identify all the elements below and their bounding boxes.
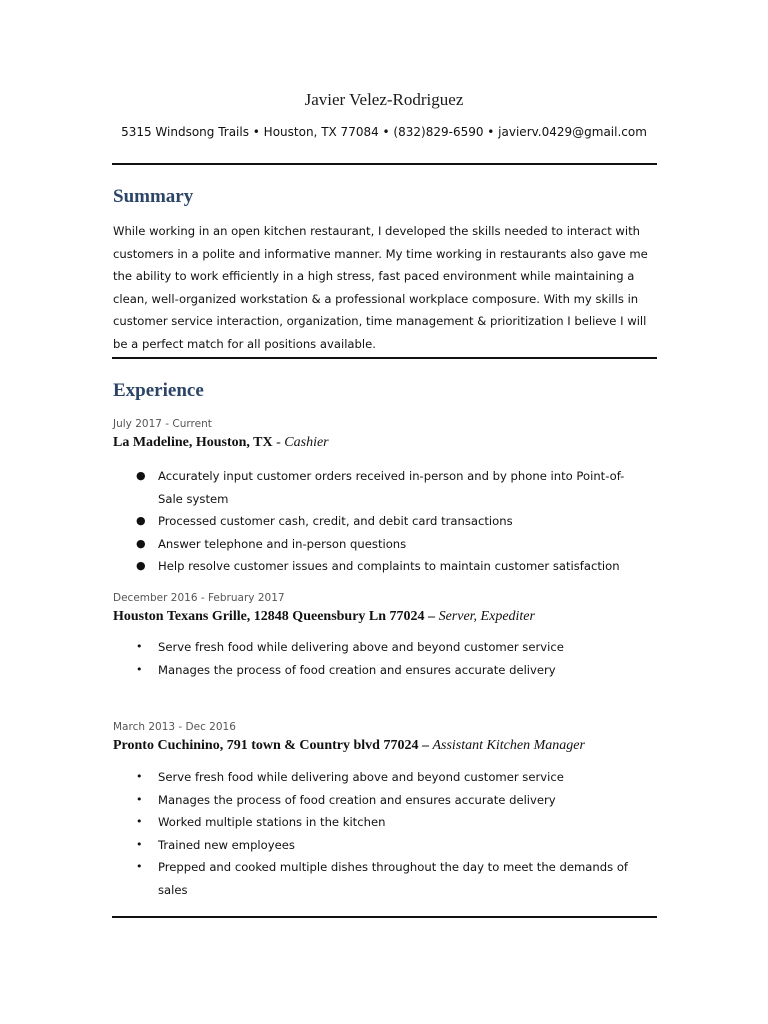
list-item [113,789,648,812]
job-title-line [113,433,673,453]
bullet-icon: • [136,770,143,783]
list-item [113,465,648,510]
job-bullets [113,766,673,901]
job-entry [113,718,673,901]
bullet-icon: • [136,815,143,828]
job-employer: Houston Texans Grille, 12848 Queensbury Ln 77024 – [113,609,436,624]
divider-middle [112,357,657,359]
contact-info: 5315 Windsong Trails • Houston, TX 77084 • (832)829-6590 • javierv.0429@gmail.com [121,125,647,139]
job-separator: - [272,435,285,450]
job-bullets [113,636,673,681]
bullet-icon: ● [136,469,146,482]
list-item [113,766,648,789]
bullet-text: Answer telephone and in-person questions [158,536,407,551]
candidate-name: Javier Velez-Rodriguez [304,90,464,109]
bullet-icon: • [136,792,143,806]
bullet-icon: • [136,662,143,676]
job-bullets [113,465,673,578]
bullet-text: Manages the process of food creation and ensures accurate delivery [158,662,556,677]
list-item [113,811,648,834]
bullet-text: Accurately input customer orders received in-person and by phone into Point-of-Sale system [158,469,625,506]
experience-heading: Experience [113,380,204,401]
bullet-icon: ● [136,559,146,572]
job-employer: La Madeline, Houston, TX [113,435,273,450]
bullet-text: Processed customer cash, credit, and debit card transactions [158,514,513,528]
list-item [113,555,648,578]
job-dates: December 2016 - February 2017 [113,592,285,604]
list-item [113,856,648,901]
list-item [113,659,648,682]
list-item [113,510,648,533]
divider-top [112,163,657,165]
bullet-icon: • [136,640,143,653]
bullet-icon: • [136,860,143,873]
job-entry [113,415,673,578]
job-role: Server, Expediter [438,609,535,624]
job-role: Assistant Kitchen Manager [432,738,585,753]
bullet-icon: • [136,837,143,851]
bullet-text: Serve fresh food while delivering above and beyond customer service [158,640,564,654]
bullet-icon: ● [136,536,146,550]
job-title-line [113,607,673,627]
bullet-text: Serve fresh food while delivering above and beyond customer service [158,770,564,784]
bullet-text: Prepped and cooked multiple dishes throughout the day to meet the demands of sales [158,860,628,897]
summary-text: While working in an open kitchen restaurant, I developed the skills needed to interact with customers in a polite and informative manner. My time working in restaurants also gave me the ability to work efficiently in a high stress, fast paced environment while maintaining a clean, well-organized workstation & a professional workplace composure. With my skills in customer service interaction, organization, time management & prioritization I believe I will be a perfect match for all positions available. [113,224,648,351]
job-dates: July 2017 - Current [113,418,212,430]
bullet-text: Manages the process of food creation and ensures accurate delivery [158,792,556,807]
job-title-line [113,736,673,756]
summary-heading: Summary [113,186,194,207]
job-employer: Pronto Cuchinino, 791 town & Country blvd 77024 – [113,738,429,753]
divider-bottom [112,916,657,918]
bullet-icon: ● [136,514,146,527]
bullet-text: Trained new employees [158,837,295,852]
list-item [113,533,648,556]
job-dates: March 2013 - Dec 2016 [113,721,236,733]
bullet-text: Help resolve customer issues and complaints to maintain customer satisfaction [158,559,620,573]
bullet-text: Worked multiple stations in the kitchen [158,815,386,829]
job-entry [113,589,673,681]
list-item [113,636,648,659]
job-role: Cashier [284,435,329,450]
list-item [113,834,648,857]
